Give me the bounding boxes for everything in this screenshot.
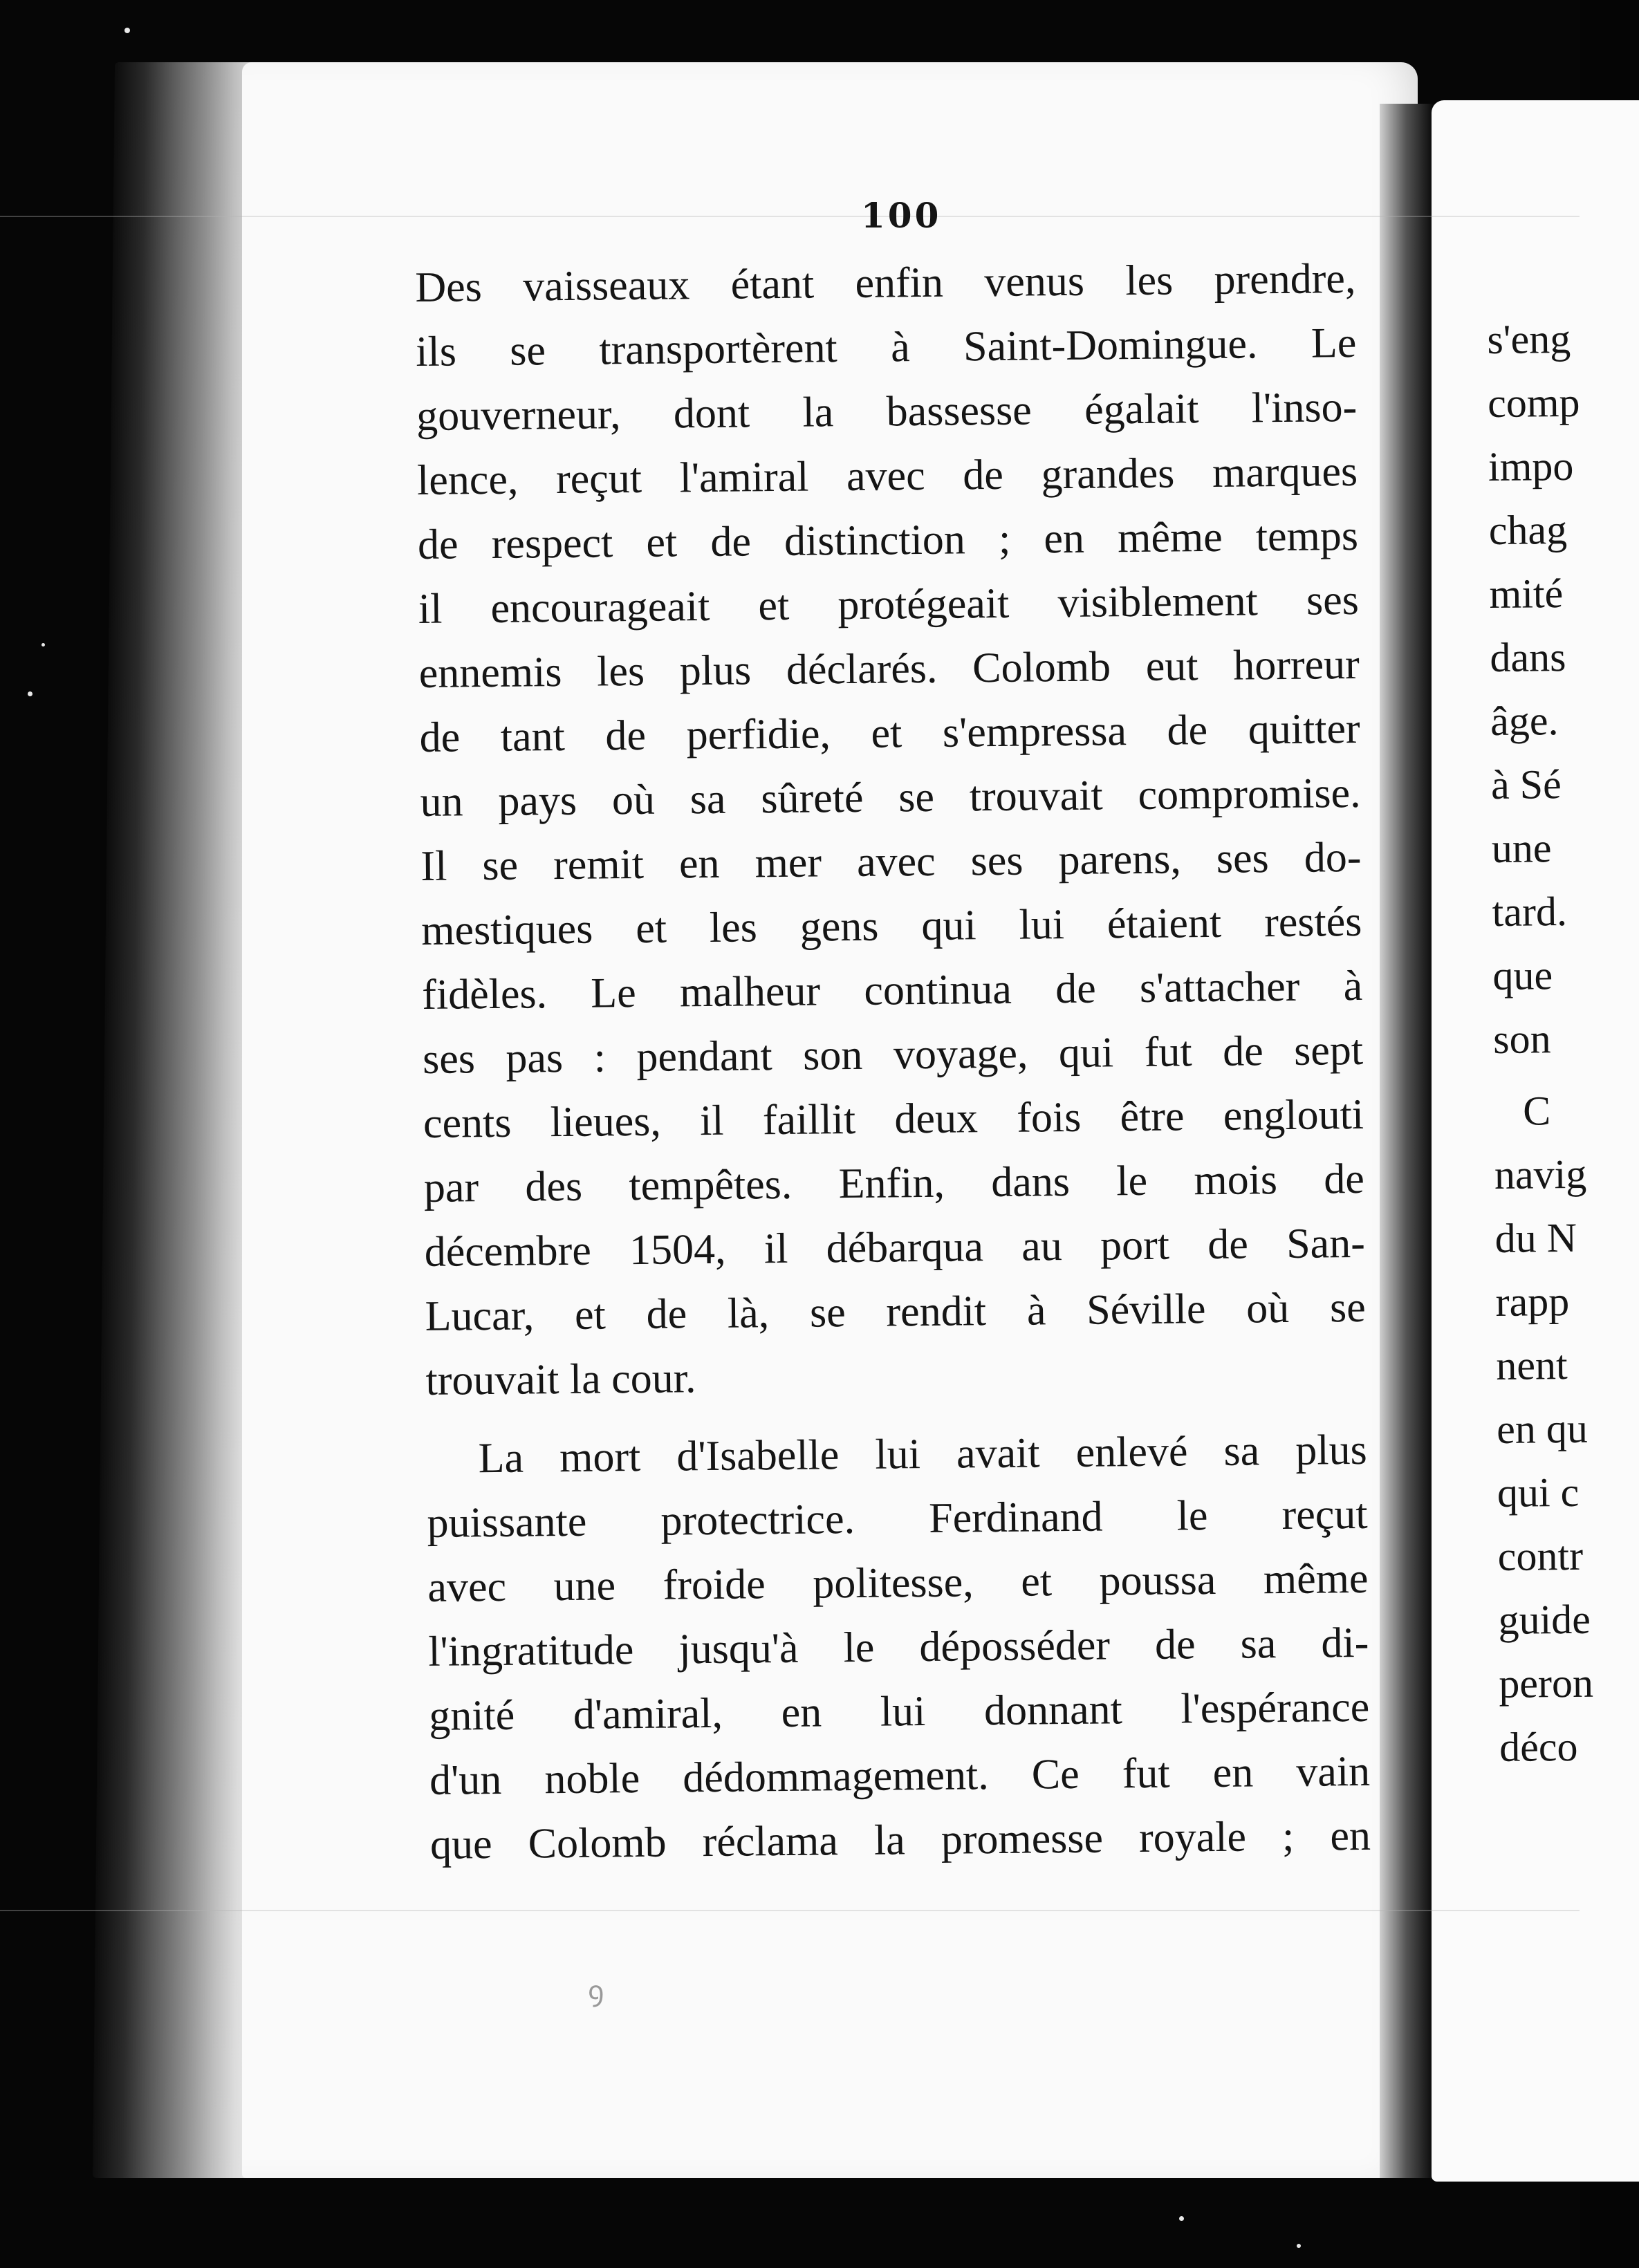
text-fragment: mité [1489, 570, 1564, 617]
text-fragment: peron [1499, 1660, 1594, 1707]
text-fragment: tard. [1492, 889, 1568, 935]
text-line: par des tempêtes. Enfin, dans le mois de [423, 1155, 1365, 1211]
scan-speck [1179, 2216, 1184, 2221]
text-line: il encourageait et protégeait visiblement ses [418, 576, 1360, 633]
text-line: ses pas : pendant son voyage, qui fut de sept [422, 1026, 1364, 1083]
text-line: avec une froide politesse, et poussa même [427, 1554, 1369, 1611]
text-fragment: du N [1494, 1214, 1577, 1261]
text-line: mestiques et les gens qui lui étaient restés [421, 898, 1362, 954]
text-line: un pays où sa sûreté se trouvait compromise. [420, 769, 1361, 826]
scan-speck [1297, 2244, 1301, 2248]
text-fragment: impo [1488, 443, 1574, 490]
scan-speck [124, 28, 130, 33]
text-line: décembre 1504, il débarqua au port de San- [424, 1219, 1366, 1276]
text-fragment: son [1492, 1016, 1551, 1062]
text-fragment: guide [1498, 1596, 1591, 1643]
scan-artifact-line [0, 216, 1580, 217]
page-number: 100 [861, 195, 942, 236]
text-fragment: à Sé [1490, 761, 1562, 808]
text-line: de respect et de distinction ; en même temps [417, 512, 1359, 568]
text-fragment: une [1491, 825, 1552, 871]
text-fragment: que [1492, 952, 1553, 998]
text-line: gouverneur, dont la bassesse égalait l'inso- [416, 383, 1358, 440]
left-page-text [415, 247, 1371, 1877]
text-fragment: contr [1497, 1532, 1584, 1579]
right-page-text-fragments [1487, 307, 1597, 1779]
text-line: Il se remit en mer avec ses parens, ses do- [420, 833, 1362, 890]
text-line: gnité d'amiral, en lui donnant l'espérance [428, 1683, 1370, 1740]
text-fragment: C [1522, 1088, 1551, 1134]
text-fragment: comp [1487, 379, 1580, 426]
signature-mark: ꝯ [588, 1976, 604, 2007]
text-fragment: déco [1499, 1723, 1578, 1770]
text-line: cents lieues, il faillit deux fois être englouti [423, 1090, 1364, 1147]
text-line: de tant de perfidie, et s'empressa de quitter [419, 705, 1360, 761]
text-line: l'ingratitude jusqu'à le déposséder de sa di- [428, 1619, 1369, 1675]
text-line: ennemis les plus déclarés. Colomb eut horreur [418, 640, 1360, 697]
text-fragment: âge. [1490, 698, 1559, 744]
text-line: La mort d'Isabelle lui avait enlevé sa plus [478, 1426, 1367, 1482]
text-fragment: chag [1488, 507, 1568, 553]
text-line: Lucar, et de là, se rendit à Séville où se [425, 1283, 1366, 1340]
text-line: Des vaisseaux étant enfin venus les prendre, [415, 254, 1356, 311]
text-line: fidèles. Le malheur continua de s'attacher à [421, 962, 1363, 1019]
text-fragment: qui c [1497, 1469, 1580, 1516]
text-line: trouvait la cour. [425, 1355, 696, 1404]
text-line: lence, reçut l'amiral avec de grandes marques [416, 447, 1358, 504]
text-fragment: dans [1490, 634, 1566, 680]
text-fragment: rapp [1495, 1279, 1570, 1325]
text-line: que Colomb réclama la promesse royale ; en [429, 1812, 1371, 1868]
text-line: puissante protectrice. Ferdinand le reçut [427, 1490, 1368, 1547]
scan-artifact-line [0, 1910, 1580, 1911]
text-fragment: nent [1496, 1342, 1568, 1388]
scan-speck [41, 643, 45, 647]
text-fragment: s'eng [1487, 315, 1571, 362]
text-line: d'un noble dédommagement. Ce fut en vain [429, 1747, 1371, 1804]
text-fragment: navig [1494, 1151, 1587, 1198]
text-fragment: en qu [1496, 1405, 1589, 1452]
scan-speck [28, 691, 33, 696]
text-line: ils se transportèrent à Saint-Domingue. Le [416, 319, 1357, 375]
